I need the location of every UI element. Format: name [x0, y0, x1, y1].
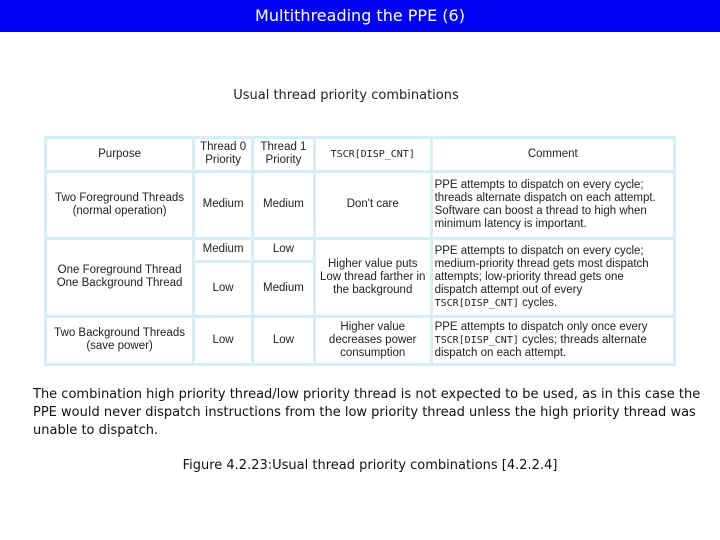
- priority-table: [44, 136, 676, 366]
- thread0-priority-cell: Low: [195, 318, 251, 363]
- header-purpose: Purpose: [47, 139, 192, 170]
- thread1-priority-cell: Medium: [254, 173, 313, 237]
- header-thread0-priority: Thread 0 Priority: [195, 139, 251, 170]
- comment-cell: PPE attempts to dispatch only once every TSCR[DISP_CNT] cycles; threads alternate dispatch on each attempt.: [433, 318, 673, 363]
- table-row: [47, 240, 673, 261]
- tscr-cell: Higher value decreases power consumption: [316, 318, 430, 363]
- purpose-two-foreground: Two Foreground Threads (normal operation): [47, 173, 192, 237]
- thread1-priority-cell: Low: [254, 240, 313, 261]
- body-paragraph: The combination high priority thread/low priority thread is not expected to be used, as in this case the PPE would never dispatch instructions from the low priority thread unless the high priority thread was unable to dispatch.: [33, 387, 701, 438]
- slide-header: [0, 0, 720, 32]
- thread0-priority-cell: Medium: [195, 173, 251, 237]
- table-row: [47, 173, 673, 237]
- tscr-cell: Don't care: [316, 173, 430, 237]
- table-row: [47, 318, 673, 363]
- purpose-two-background: Two Background Threads (save power): [47, 318, 192, 363]
- header-comment: Comment: [433, 139, 673, 170]
- priority-table-frame: [44, 136, 676, 366]
- figure-subtitle: Usual thread priority combinations: [233, 88, 459, 103]
- slide-title: Multithreading the PPE (6): [255, 6, 465, 25]
- comment-cell: PPE attempts to dispatch on every cycle; medium-priority thread gets most dispatch attempts; low-priority thread gets one dispatch attempt out of every TSCR[DISP_CNT] cycles.: [433, 240, 673, 315]
- inline-code: TSCR[DISP_CNT]: [434, 334, 519, 346]
- purpose-foreground-background: One Foreground Thread One Background Thread: [47, 240, 192, 315]
- figure-caption: Figure 4.2.23:Usual thread priority combinations [4.2.2.4]: [182, 458, 558, 473]
- thread1-priority-cell: Low: [254, 318, 313, 363]
- header-thread1-priority: Thread 1 Priority: [254, 139, 313, 170]
- thread0-priority-cell: Medium: [195, 240, 251, 261]
- inline-code: TSCR[DISP_CNT]: [434, 297, 519, 309]
- thread1-priority-cell: Medium: [254, 263, 313, 314]
- table-header-row: [47, 139, 673, 170]
- tscr-cell: Higher value puts Low thread farther in the background: [316, 240, 430, 315]
- header-tscr-disp-cnt: TSCR[DISP_CNT]: [316, 139, 430, 170]
- comment-cell: PPE attempts to dispatch on every cycle; threads alternate dispatch on each attempt. Software can boost a thread to high when minimum latency is important.: [433, 173, 673, 237]
- thread0-priority-cell: Low: [195, 263, 251, 314]
